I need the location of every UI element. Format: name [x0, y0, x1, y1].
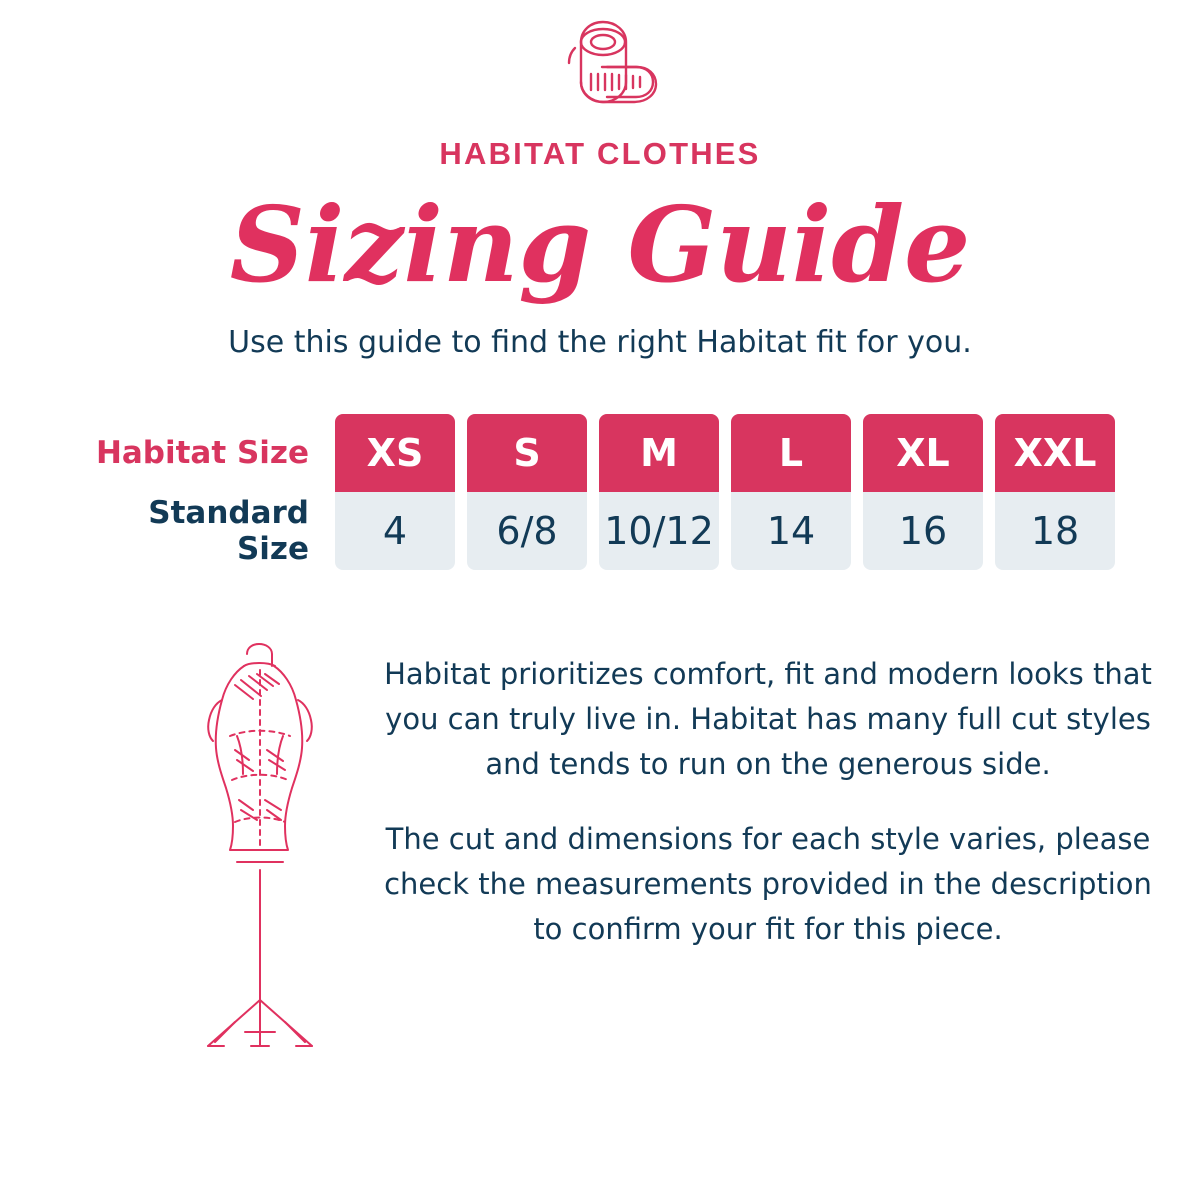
measuring-tape-icon: [0, 0, 1200, 110]
page-title: Sizing Guide: [229, 183, 971, 306]
habitat-size-xxl: XXL: [995, 414, 1115, 492]
habitat-size-xl: XL: [863, 414, 983, 492]
standard-size-s: 6/8: [467, 492, 587, 570]
page-subtitle: Use this guide to find the right Habitat fit for you.: [228, 325, 972, 361]
standard-size-m: 10/12: [599, 492, 719, 570]
habitat-size-m: M: [599, 414, 719, 492]
size-column-m: [599, 414, 719, 570]
description-copy: [345, 634, 1163, 952]
description-section: [0, 634, 1200, 1085]
habitat-size-xs: XS: [335, 414, 455, 492]
standard-size-l: 14: [731, 492, 851, 570]
size-column-s: [467, 414, 587, 570]
standard-size-xs: 4: [335, 492, 455, 570]
size-column-xxl: [995, 414, 1115, 570]
brand-name: HABITAT CLOTHES: [439, 136, 761, 171]
description-paragraph-1: Habitat prioritizes comfort, fit and modern looks that you can truly live in. Habitat has many full cut styles and tends to run on the generous side.: [384, 657, 1152, 782]
size-table-columns: [335, 414, 1115, 570]
size-column-l: [731, 414, 851, 570]
habitat-size-s: S: [467, 414, 587, 492]
habitat-size-l: L: [731, 414, 851, 492]
dress-form-mannequin-icon: [175, 634, 345, 1085]
description-paragraph-2: The cut and dimensions for each style varies, please check the measurements provided in the description to confirm your fit for this piece.: [384, 822, 1152, 946]
row-label-standard-size: Standard Size: [148, 495, 309, 568]
size-table-row-labels: [85, 414, 335, 570]
size-column-xl: [863, 414, 983, 570]
standard-size-xl: 16: [863, 492, 983, 570]
size-column-xs: [335, 414, 455, 570]
standard-size-xxl: 18: [995, 492, 1115, 570]
row-label-habitat-size: Habitat Size: [95, 435, 309, 472]
size-table: [0, 414, 1200, 570]
